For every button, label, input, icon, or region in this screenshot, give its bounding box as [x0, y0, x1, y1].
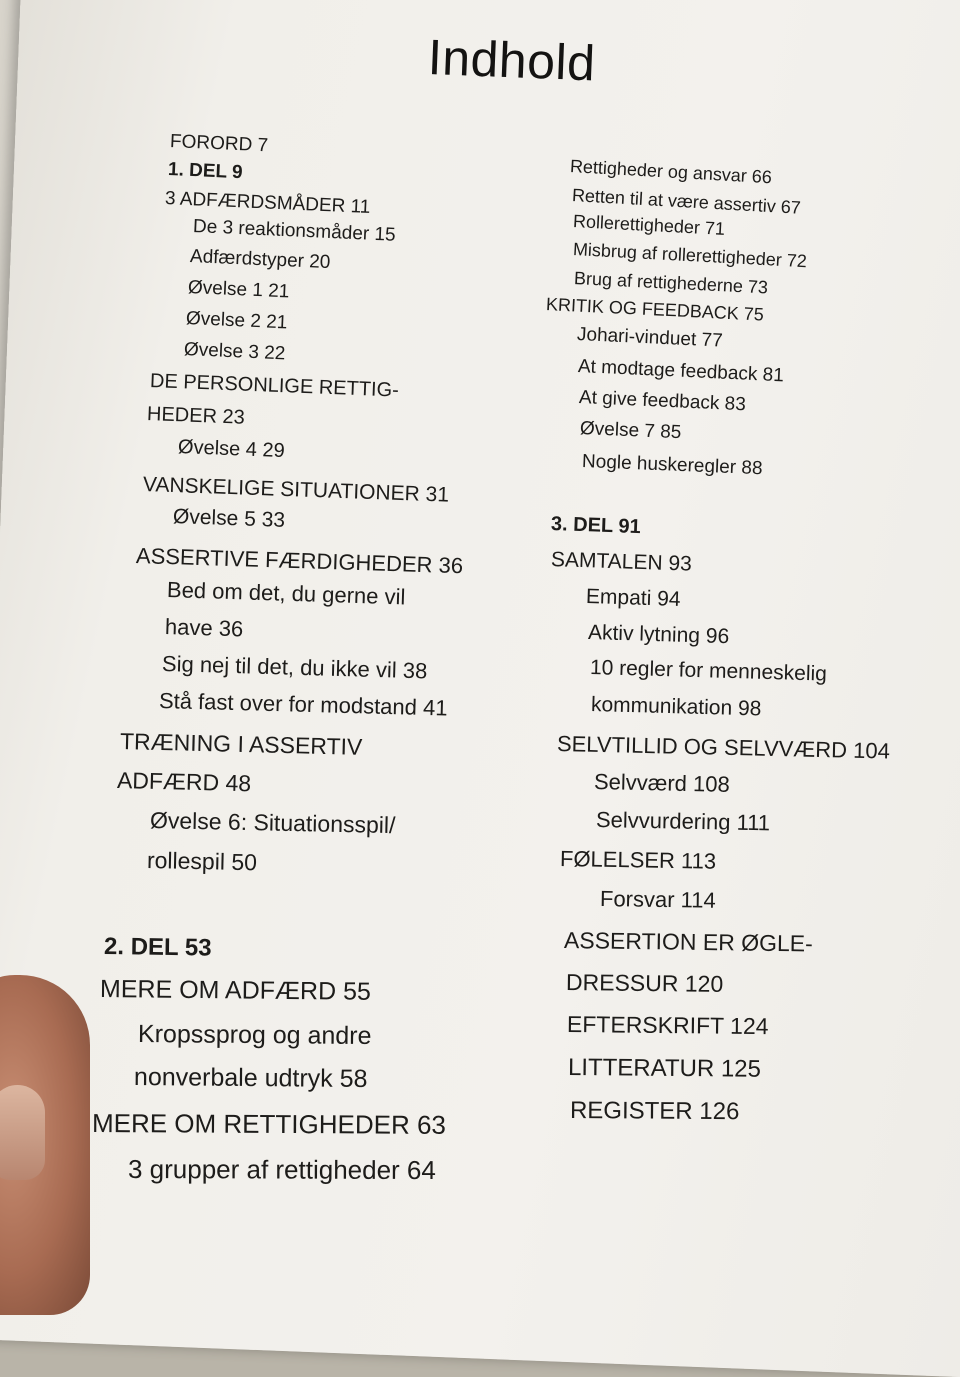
toc-entry: FØLELSER 113	[559, 846, 717, 874]
toc-entry: 3 ADFÆRDSMÅDER 11	[164, 188, 371, 218]
toc-entry: At give feedback 83	[578, 387, 747, 416]
toc-entry: nonverbale udtryk 58	[133, 1063, 368, 1094]
toc-entry: TRÆNING I ASSERTIV	[119, 728, 363, 760]
toc-entry: Forsvar 114	[599, 886, 716, 913]
toc-entry: EFTERSKRIFT 124	[566, 1011, 769, 1040]
toc-entry: Kropssprog og andre	[137, 1020, 372, 1051]
toc-entry: SAMTALEN 93	[550, 548, 693, 576]
toc-entry: REGISTER 126	[569, 1097, 740, 1126]
toc-entry: SELVTILLID OG SELVVÆRD 104	[556, 731, 891, 764]
toc-entry: FORORD 7	[169, 131, 269, 157]
toc-entry: Øvelse 5 33	[172, 505, 286, 532]
toc-section-heading: 2. DEL 53	[103, 933, 212, 962]
toc-entry: KRITIK OG FEEDBACK 75	[545, 294, 765, 325]
toc-entry: Øvelse 7 85	[579, 418, 682, 444]
toc-entry: DE PERSONLIGE RETTIG-	[149, 370, 400, 402]
toc-entry: At modtage feedback 81	[577, 356, 785, 387]
toc-entry: rollespil 50	[146, 847, 258, 876]
toc-entry: Øvelse 6: Situationsspil/	[149, 807, 396, 839]
toc-entry: Brug af rettighederne 73	[573, 268, 769, 298]
toc-entry: Selvværd 108	[593, 769, 730, 797]
toc-entry: LITTERATUR 125	[567, 1054, 762, 1083]
toc-entry: HEDER 23	[146, 403, 246, 429]
toc-entry: Aktiv lytning 96	[587, 621, 730, 649]
toc-entry: Johari-vinduet 77	[576, 324, 724, 352]
toc-entry: MERE OM RETTIGHEDER 63	[91, 1108, 447, 1140]
toc-entry: Misbrug af rollerettigheder 72	[572, 239, 808, 272]
toc-entry: Retten til at være assertiv 67	[571, 185, 802, 218]
toc-entry: Sig nej til det, du ikke vil 38	[161, 651, 428, 684]
toc-entry: have 36	[164, 614, 244, 642]
toc-entry: 10 regler for menneskelig	[589, 656, 828, 686]
toc-entry: Empati 94	[585, 585, 681, 611]
toc-entry: Adfærdstyper 20	[189, 246, 331, 274]
toc-entry: De 3 reaktionsmåder 15	[192, 216, 397, 246]
toc-section-heading: 1. DEL 9	[167, 159, 244, 184]
toc-entry: Nogle huskeregler 88	[581, 451, 763, 480]
toc-entry: VANSKELIGE SITUATIONER 31	[142, 473, 450, 507]
toc-entry: Stå fast over for modstand 41	[158, 688, 448, 721]
toc-entry: Øvelse 3 22	[183, 339, 286, 365]
toc-entry: Øvelse 4 29	[177, 436, 286, 463]
toc-entry: ASSERTION ER ØGLE-	[563, 927, 813, 957]
toc-entry: MERE OM ADFÆRD 55	[99, 975, 372, 1006]
toc-entry: Bed om det, du gerne vil	[166, 577, 406, 610]
page-title: Indhold	[426, 29, 597, 92]
toc-entry: Øvelse 2 21	[185, 308, 288, 334]
toc-entry: Øvelse 1 21	[187, 277, 290, 303]
toc-entry: ADFÆRD 48	[116, 767, 252, 797]
toc-entry: ASSERTIVE FÆRDIGHEDER 36	[135, 543, 464, 579]
toc-section-heading: 3. DEL 91	[550, 513, 642, 539]
thumbnail-highlight	[0, 1085, 45, 1180]
toc-entry: kommunikation 98	[590, 693, 762, 721]
toc-entry: Selvvurdering 111	[595, 807, 771, 836]
toc-entry: Rollerettigheder 71	[572, 211, 726, 239]
toc-entry: 3 grupper af rettigheder 64	[127, 1154, 436, 1186]
toc-entry: Rettigheder og ansvar 66	[569, 156, 773, 188]
toc-entry: DRESSUR 120	[565, 969, 724, 997]
